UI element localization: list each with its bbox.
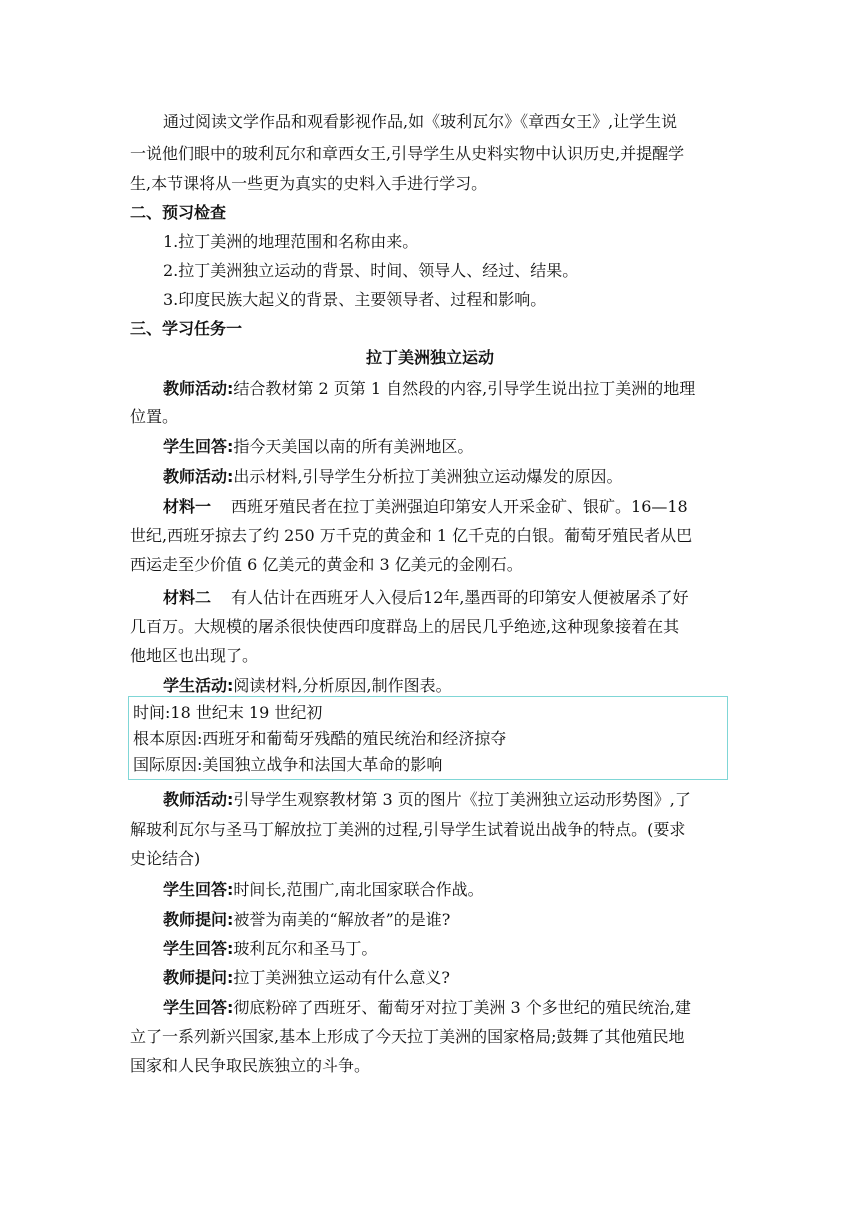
material-1-line-3: 西运走至少价值 6 亿美元的黄金和 3 亿美元的金刚石。 [130, 555, 523, 574]
material-1 [163, 495, 763, 519]
dialog-text: 出示材料,引导学生分析拉丁美洲独立运动爆发的原因。 [233, 467, 623, 486]
dialog-label: 教师提问: [163, 968, 234, 987]
section-heading-preview: 二、预习检查 [130, 203, 227, 222]
intro-line-1: 通过阅读文学作品和观看影视作品,如《玻利瓦尔》《章西女王》,让学生说 [163, 112, 678, 131]
dialog-text: 指今天美国以南的所有美洲地区。 [233, 437, 474, 456]
section-heading-task: 三、学习任务一 [130, 319, 243, 338]
dialog-label: 教师活动: [163, 790, 234, 809]
teacher-activity-1 [163, 377, 763, 401]
student-answer-4 [163, 996, 763, 1020]
teacher-activity-2 [163, 465, 763, 489]
dialog-text: 时间长,范围广,南北国家联合作战。 [233, 880, 484, 899]
cause-row-time: 时间:18 世纪末 19 世纪初 [133, 703, 323, 722]
dialog-text: 被誉为南美的“解放者”的是谁? [233, 910, 451, 929]
dialog-label: 教师活动: [163, 467, 234, 486]
preview-item-3: 3.印度民族大起义的背景、主要领导者、过程和影响。 [163, 290, 547, 309]
material-label: 材料一 [163, 497, 212, 516]
cause-row-international: 国际原因:美国独立战争和法国大革命的影响 [133, 755, 443, 774]
cause-row-root: 根本原因:西班牙和葡萄牙残酷的殖民统治和经济掠夺 [133, 729, 507, 748]
student-answer-3 [163, 937, 763, 961]
material-text: 有人估计在西班牙人入侵后12年,墨西哥的印第安人便被屠杀了好 [231, 588, 689, 607]
teacher-activity-3-line-3: 史论结合) [130, 849, 201, 868]
dialog-label: 学生活动: [163, 676, 234, 695]
task-subtitle: 拉丁美洲独立运动 [365, 348, 494, 367]
teacher-question-1 [163, 908, 763, 932]
material-2-line-2: 几百万。大规模的屠杀很快使西印度群岛上的居民几乎绝迹,这种现象接着在其 [130, 617, 680, 636]
student-answer-2 [163, 878, 763, 902]
preview-item-1: 1.拉丁美洲的地理范围和名称由来。 [163, 232, 419, 251]
dialog-label: 教师提问: [163, 910, 234, 929]
dialog-text: 彻底粉碎了西班牙、葡萄牙对拉丁美洲 3 个多世纪的殖民统治,建 [233, 998, 691, 1017]
dialog-label: 学生回答: [163, 437, 234, 456]
cause-table-box [128, 696, 728, 780]
teacher-activity-3-line-2: 解玻利瓦尔与圣马丁解放拉丁美洲的过程,引导学生试着说出战争的特点。(要求 [130, 820, 686, 839]
dialog-text: 阅读材料,分析原因,制作图表。 [233, 676, 452, 695]
material-2 [163, 586, 763, 610]
intro-line-3: 生,本节课将从一些更为真实的史料入手进行学习。 [130, 174, 488, 193]
dialog-label: 学生回答: [163, 939, 234, 958]
dialog-text: 拉丁美洲独立运动有什么意义? [233, 968, 450, 987]
material-1-line-2: 世纪,西班牙掠去了约 250 万千克的黄金和 1 亿千克的白银。葡萄牙殖民者从巴 [130, 526, 693, 545]
dialog-label: 学生回答: [163, 998, 234, 1017]
intro-line-2: 一说他们眼中的玻利瓦尔和章西女王,引导学生从史料实物中认识历史,并提醒学 [130, 144, 685, 163]
material-text: 西班牙殖民者在拉丁美洲强迫印第安人开采金矿、银矿。16—18 [231, 497, 688, 516]
preview-item-2: 2.拉丁美洲独立运动的背景、时间、领导人、经过、结果。 [163, 261, 579, 280]
dialog-label: 教师活动: [163, 379, 234, 398]
material-label: 材料二 [163, 588, 212, 607]
teacher-question-2 [163, 966, 763, 990]
dialog-text: 结合教材第 2 页第 1 自然段的内容,引导学生说出拉丁美洲的地理 [233, 379, 696, 398]
student-activity [163, 674, 763, 698]
material-2-line-3: 他地区也出现了。 [130, 646, 259, 665]
teacher-activity-3 [163, 788, 763, 812]
student-answer-4-line-2: 立了一系列新兴国家,基本上形成了今天拉丁美洲的国家格局;鼓舞了其他殖民地 [130, 1027, 685, 1046]
dialog-text: 引导学生观察教材第 3 页的图片《拉丁美洲独立运动形势图》,了 [233, 790, 691, 809]
student-answer-4-line-3: 国家和人民争取民族独立的斗争。 [130, 1056, 371, 1075]
student-answer-1 [163, 435, 763, 459]
dialog-label: 学生回答: [163, 880, 234, 899]
teacher-activity-1-cont: 位置。 [130, 407, 179, 426]
dialog-text: 玻利瓦尔和圣马丁。 [233, 939, 378, 958]
